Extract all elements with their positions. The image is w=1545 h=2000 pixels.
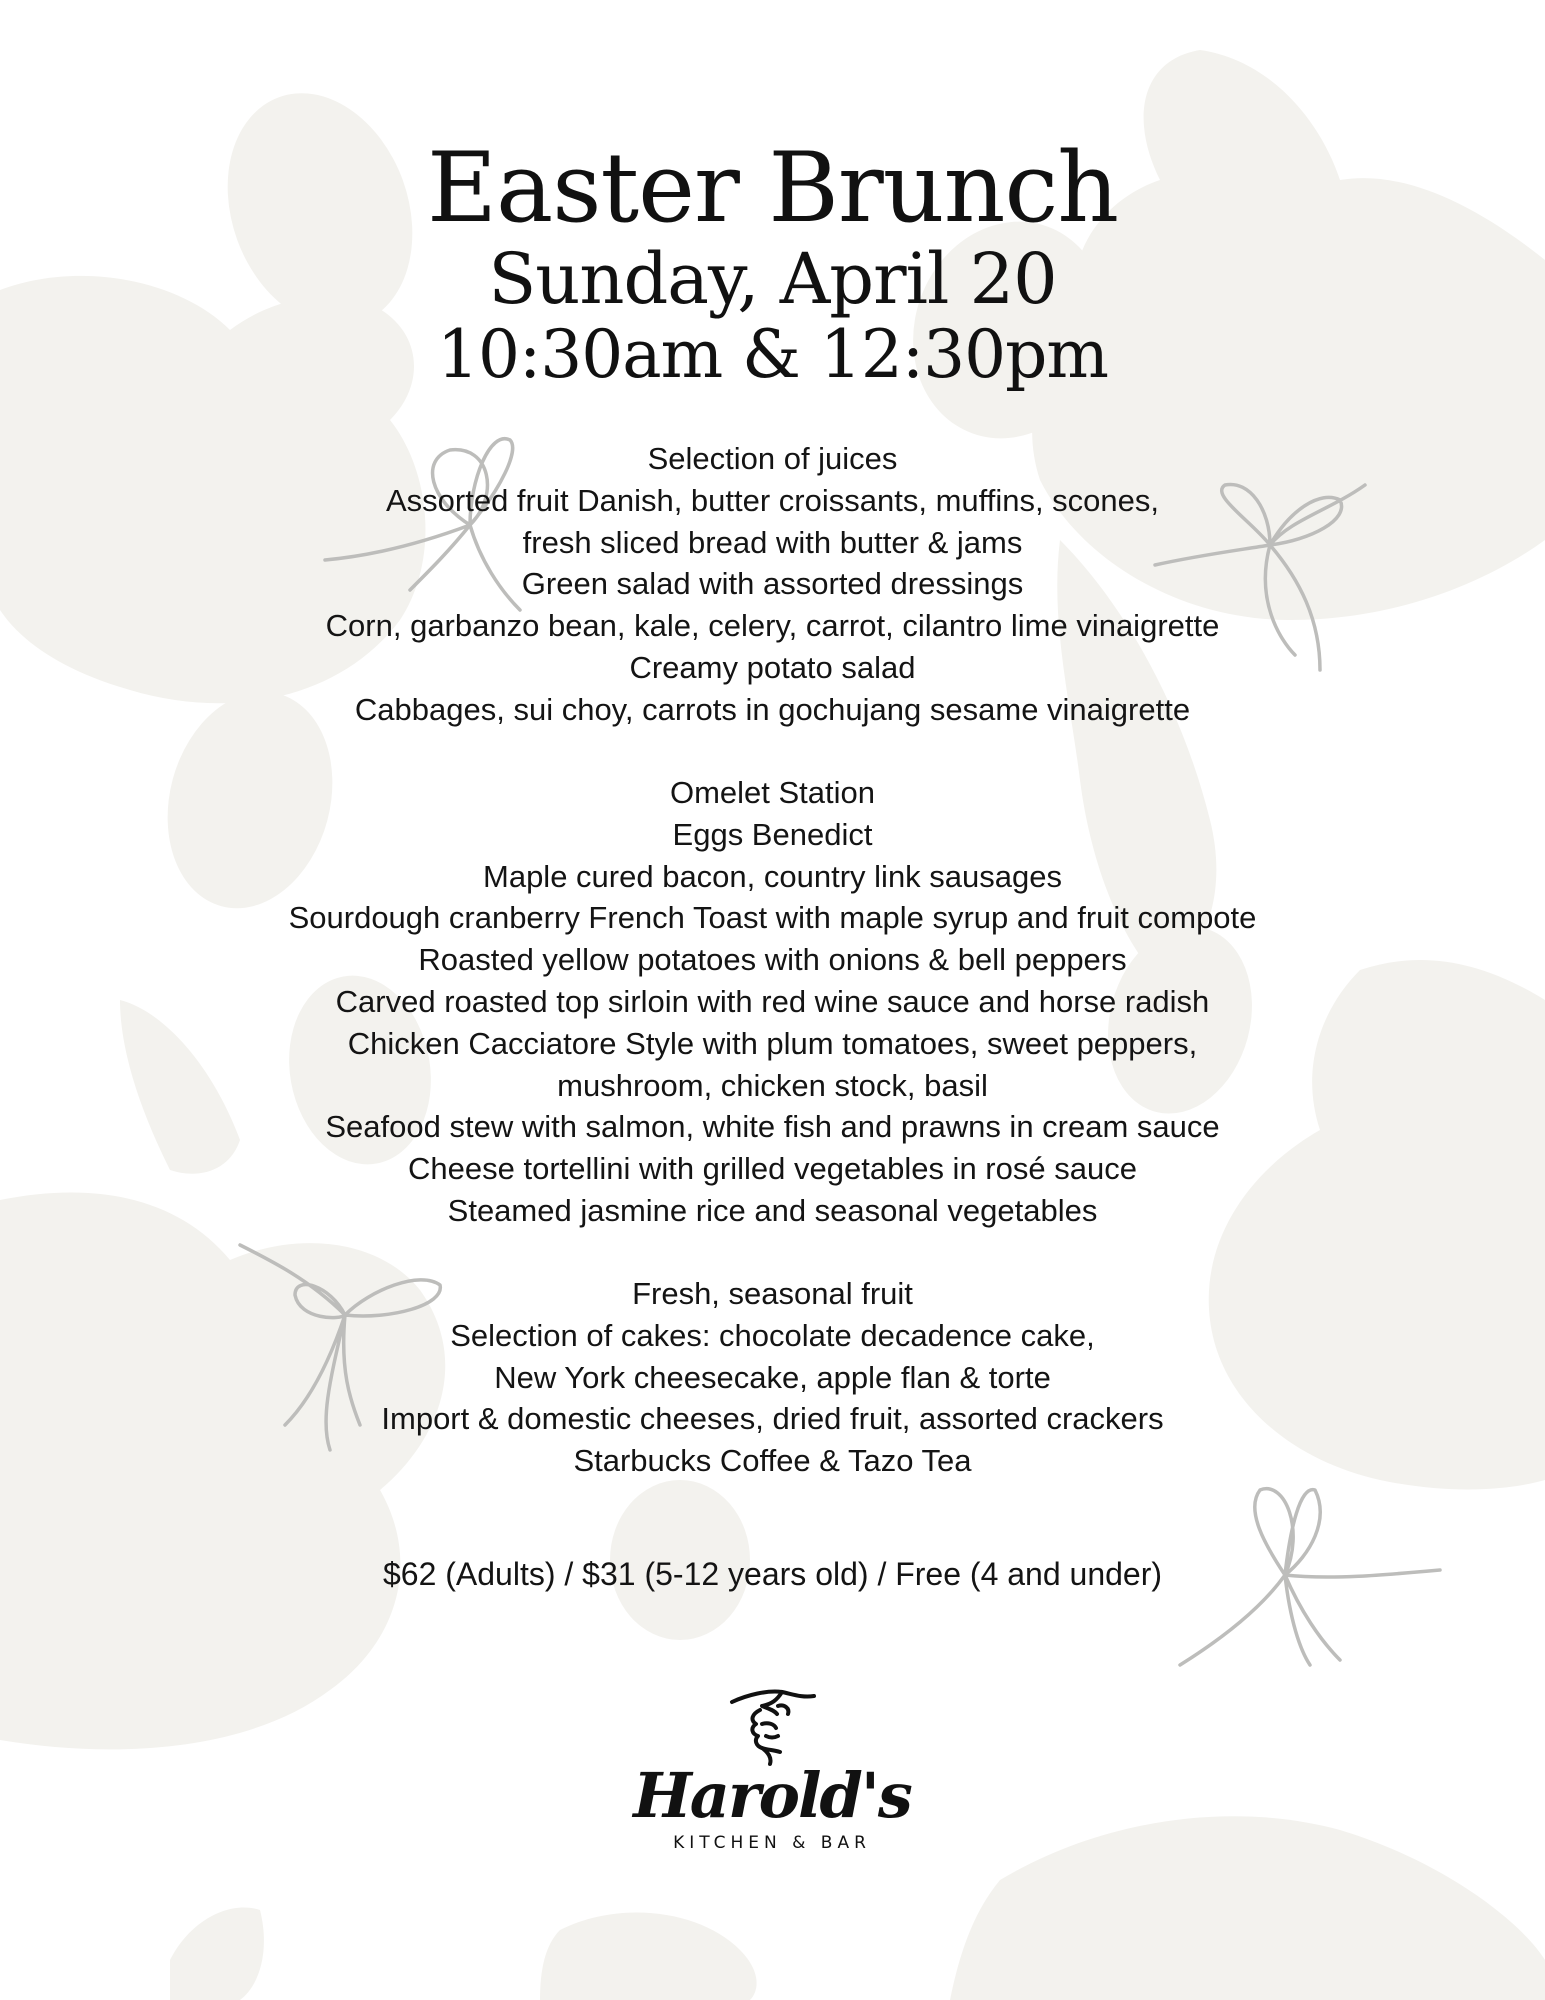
logo-wordmark: Harold's — [633, 1759, 911, 1832]
menu-item: Selection of juices — [647, 441, 898, 476]
restaurant-logo — [592, 1680, 952, 1860]
menu-item: Import & domestic cheeses, dried fruit, assorted crackers — [381, 1401, 1164, 1437]
menu-item: Starbucks Coffee & Tazo Tea — [573, 1443, 972, 1479]
menu-item: Fresh, seasonal fruit — [632, 1276, 913, 1311]
menu-section-mains — [0, 772, 1545, 1232]
menu-item: Roasted yellow potatoes with onions & bell peppers — [418, 942, 1127, 978]
menu-item: Sourdough cranberry French Toast with maple syrup and fruit compote — [288, 900, 1257, 936]
menu-item: Green salad with assorted dressings — [521, 566, 1024, 602]
menu-item: New York cheesecake, apple flan & torte — [494, 1359, 1051, 1395]
face-logo-icon — [722, 1680, 822, 1770]
event-date: Sunday, April 20 — [488, 238, 1057, 320]
page-title: Easter Brunch — [426, 132, 1119, 244]
menu-item: Eggs Benedict — [672, 816, 873, 852]
menu-section-starters — [0, 438, 1545, 731]
menu-item: Creamy potato salad — [629, 649, 916, 685]
menu-item: Seafood stew with salmon, white fish and prawns in cream sauce — [325, 1109, 1220, 1145]
menu-item: Corn, garbanzo bean, kale, celery, carrot, cilantro lime vinaigrette — [325, 608, 1220, 644]
menu-item: Cabbages, sui choy, carrots in gochujang sesame vinaigrette — [354, 691, 1191, 727]
menu-item: Maple cured bacon, country link sausages — [483, 858, 1062, 894]
logo-subtitle: KITCHEN & BAR — [673, 1833, 871, 1853]
menu-item: Cheese tortellini with grilled vegetables in rosé sauce — [408, 1151, 1137, 1187]
menu-item: Carved roasted top sirloin with red wine sauce and horse radish — [335, 983, 1210, 1019]
menu-item: fresh sliced bread with butter & jams — [522, 524, 1023, 560]
pricing-line: $62 (Adults) / $31 (5-12 years old) / Free (4 and under) — [382, 1556, 1163, 1592]
menu-item: Steamed jasmine rice and seasonal vegetables — [447, 1192, 1098, 1228]
menu-item: Assorted fruit Danish, butter croissants, muffins, scones, — [385, 482, 1160, 518]
event-times: 10:30am & 12:30pm — [437, 316, 1108, 393]
menu-item: mushroom, chicken stock, basil — [557, 1067, 988, 1103]
menu-section-desserts — [0, 1273, 1545, 1482]
menu-item: Chicken Cacciatore Style with plum tomatoes, sweet peppers, — [347, 1025, 1198, 1061]
menu-item: Omelet Station — [669, 775, 876, 810]
menu-item: Selection of cakes: chocolate decadence cake, — [450, 1317, 1095, 1353]
